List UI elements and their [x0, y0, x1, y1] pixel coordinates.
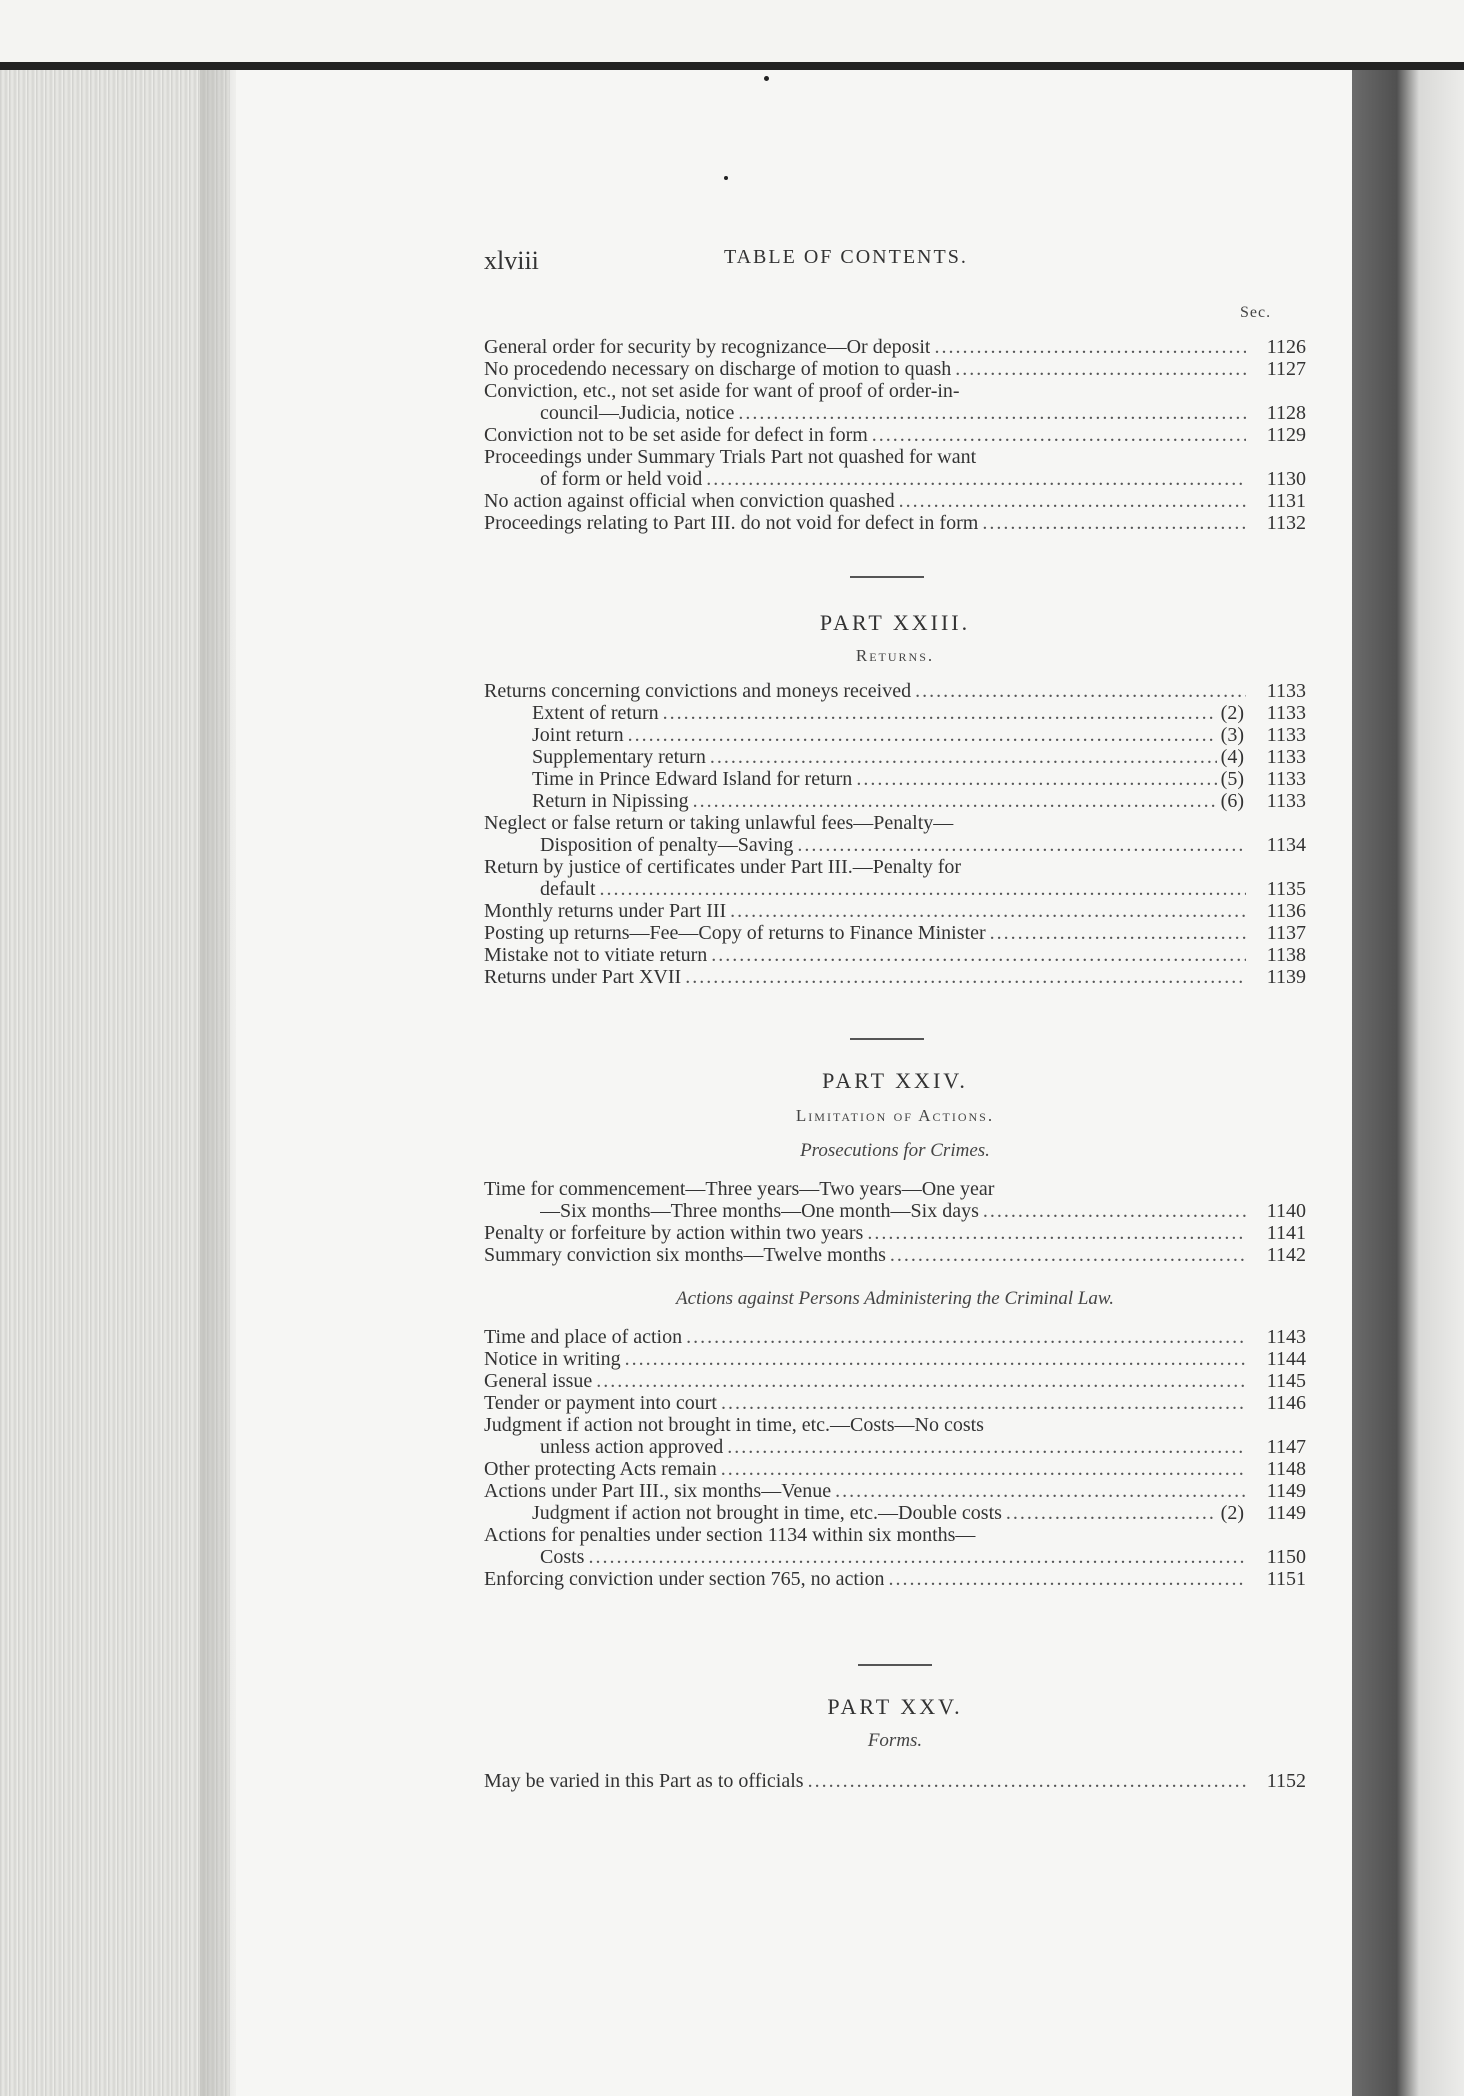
toc-entry: [484, 1370, 1306, 1392]
dot-leader: [686, 1326, 1246, 1348]
divider: [850, 1038, 924, 1040]
divider: [858, 1664, 932, 1666]
page-number: xlviii: [484, 246, 539, 275]
section-number: 1129: [1266, 424, 1306, 446]
section-number: 1142: [1266, 1244, 1306, 1266]
part-25-entries: [484, 1770, 1306, 1792]
scan-top-edge: [0, 62, 1464, 70]
toc-entry: [484, 1568, 1306, 1590]
dot-leader: [710, 746, 1217, 768]
dot-leader: [835, 1480, 1246, 1502]
section-number: 1148: [1266, 1458, 1306, 1480]
toc-entry-text: Time in Prince Edward Island for return: [532, 768, 853, 790]
dot-leader: [1006, 1502, 1217, 1524]
toc-entry: [484, 1244, 1306, 1266]
section-number: 1140: [1266, 1200, 1306, 1222]
toc-entry-text: No procedendo necessary on discharge of motion to quash: [484, 358, 952, 380]
section-number: 1134: [1266, 834, 1306, 856]
section-number: 1133: [1266, 680, 1306, 702]
book-gutter-shadow: [1352, 70, 1464, 2096]
dot-leader: [797, 834, 1246, 856]
toc-entry-text: General order for security by recognizance—Or deposit: [484, 336, 931, 358]
subsection-number: (4): [1220, 746, 1244, 768]
part-25-title: PART XXV.: [827, 1694, 963, 1719]
subsection-number: (3): [1220, 724, 1244, 746]
section-number: 1133: [1266, 790, 1306, 812]
toc-entry-text: Tender or payment into court: [484, 1392, 717, 1414]
part-24-section-2-title: Actions against Persons Administering the Criminal Law.: [676, 1288, 1114, 1309]
dot-leader: [628, 724, 1217, 746]
part-23-subtitle: Returns.: [855, 646, 935, 665]
dot-leader: [808, 1770, 1246, 1792]
toc-entry: [484, 1200, 1306, 1222]
toc-entry-text: of form or held void: [540, 468, 703, 490]
dot-leader: [600, 878, 1246, 900]
toc-entry-text: unless action approved: [540, 1436, 724, 1458]
toc-entry-text: Costs: [540, 1546, 585, 1568]
section-number: 1151: [1266, 1568, 1306, 1590]
section-number: 1133: [1266, 702, 1306, 724]
section-number: 1127: [1266, 358, 1306, 380]
toc-entry: [484, 1546, 1306, 1568]
toc-entry-text: Proceedings relating to Part III. do not void for defect in form: [484, 512, 979, 534]
toc-entry-text: council—Judicia, notice: [540, 402, 735, 424]
dot-leader: [588, 1546, 1246, 1568]
toc-entry: [484, 1326, 1306, 1348]
dot-leader: [693, 790, 1217, 812]
toc-entry: [484, 1770, 1306, 1792]
book-page-edges: [0, 70, 230, 2096]
toc-entry: [484, 1222, 1306, 1244]
toc-entry-text: Conviction, etc., not set aside for want of proof of order-in-: [484, 380, 960, 402]
dot-leader: [730, 900, 1246, 922]
section-number: 1130: [1266, 468, 1306, 490]
dot-leader: [934, 336, 1246, 358]
intro-entries: [484, 336, 1306, 534]
scan-top-margin: [0, 0, 1464, 70]
subsection-number: (2): [1220, 1502, 1244, 1524]
dot-leader: [872, 424, 1246, 446]
dot-leader: [856, 768, 1216, 790]
toc-entry-text: Actions for penalties under section 1134 within six months—: [484, 1524, 976, 1546]
section-number: 1137: [1266, 922, 1306, 944]
section-number: 1144: [1266, 1348, 1306, 1370]
toc-entry: [484, 922, 1306, 944]
toc-entry-text: Posting up returns—Fee—Copy of returns to Finance Minister: [484, 922, 986, 944]
toc-entry: [484, 1348, 1306, 1370]
dot-leader: [890, 1244, 1246, 1266]
toc-entry: [484, 834, 1306, 856]
dot-leader: [955, 358, 1246, 380]
toc-entry-text: General issue: [484, 1370, 593, 1392]
section-number: 1133: [1266, 768, 1306, 790]
dot-leader: [738, 402, 1246, 424]
toc-entry-text: Enforcing conviction under section 765, no action: [484, 1568, 885, 1590]
speck: [724, 176, 728, 180]
section-number: 1145: [1266, 1370, 1306, 1392]
toc-entry-text: —Six months—Three months—One month—Six days: [540, 1200, 979, 1222]
toc-entry: [484, 944, 1306, 966]
toc-entry: [484, 724, 1306, 746]
section-number: 1128: [1266, 402, 1306, 424]
section-number: 1149: [1266, 1502, 1306, 1524]
part-25-subtitle: Forms.: [867, 1730, 923, 1751]
toc-entry-text: default: [540, 878, 596, 900]
toc-entry-text: Judgment if action not brought in time, etc.—Costs—No costs: [484, 1414, 984, 1436]
section-number: 1139: [1266, 966, 1306, 988]
section-number: 1133: [1266, 724, 1306, 746]
section-number: 1132: [1266, 512, 1306, 534]
dot-leader: [663, 702, 1217, 724]
dot-leader: [982, 512, 1246, 534]
section-column-header: Sec.: [1240, 304, 1272, 321]
toc-entry: [484, 1502, 1306, 1524]
toc-entry-text: Returns concerning convictions and moneys received: [484, 680, 912, 702]
toc-entry: [484, 768, 1306, 790]
dot-leader: [685, 966, 1246, 988]
part-23-entries: [484, 680, 1306, 988]
dot-leader: [990, 922, 1246, 944]
toc-entry-text: Disposition of penalty—Saving: [540, 834, 794, 856]
toc-entry-text: No action against official when conviction quashed: [484, 490, 895, 512]
section-number: 1133: [1266, 746, 1306, 768]
section-number: 1149: [1266, 1480, 1306, 1502]
section-number: 1152: [1266, 1770, 1306, 1792]
section-number: 1136: [1266, 900, 1306, 922]
dot-leader: [711, 944, 1246, 966]
dot-leader: [596, 1370, 1246, 1392]
toc-entry-text: Return in Nipissing: [532, 790, 689, 812]
dot-leader: [721, 1392, 1246, 1414]
toc-entry: [484, 490, 1306, 512]
toc-entry-text: Time for commencement—Three years—Two years—One year: [484, 1178, 995, 1200]
toc-entry-text: Proceedings under Summary Trials Part not quashed for want: [484, 446, 977, 468]
section-number: 1131: [1266, 490, 1306, 512]
dot-leader: [915, 680, 1246, 702]
section-number: 1141: [1266, 1222, 1306, 1244]
speck: [764, 76, 769, 81]
toc-entry-text: Penalty or forfeiture by action within two years: [484, 1222, 864, 1244]
dot-leader: [899, 490, 1246, 512]
subsection-number: (5): [1220, 768, 1244, 790]
dot-leader: [727, 1436, 1246, 1458]
dot-leader: [983, 1200, 1246, 1222]
section-number: 1150: [1266, 1546, 1306, 1568]
toc-entry-text: Notice in writing: [484, 1348, 621, 1370]
toc-entry: [484, 512, 1306, 534]
part-24-title: PART XXIV.: [822, 1068, 968, 1093]
toc-entry-text: Neglect or false return or taking unlawful fees—Penalty—: [484, 812, 954, 834]
section-number: 1146: [1266, 1392, 1306, 1414]
toc-entry: [484, 468, 1306, 490]
running-title: TABLE OF CONTENTS.: [724, 246, 968, 268]
toc-entry: [484, 336, 1306, 358]
section-number: 1147: [1266, 1436, 1306, 1458]
dot-leader: [721, 1458, 1246, 1480]
divider: [850, 576, 924, 578]
toc-entry-text: May be varied in this Part as to officials: [484, 1770, 804, 1792]
toc-entry-text: Judgment if action not brought in time, etc.—Double costs: [532, 1502, 1002, 1524]
toc-entry-text: Actions under Part III., six months—Venue: [484, 1480, 832, 1502]
toc-entry: [484, 424, 1306, 446]
toc-entry: [484, 358, 1306, 380]
toc-entry: [484, 680, 1306, 702]
section-number: 1138: [1266, 944, 1306, 966]
toc-entry: [484, 1392, 1306, 1414]
dot-leader: [867, 1222, 1246, 1244]
section-number: 1135: [1266, 878, 1306, 900]
toc-entry: [484, 966, 1306, 988]
toc-entry-text: Return by justice of certificates under Part III.—Penalty for: [484, 856, 962, 878]
section-number: 1126: [1266, 336, 1306, 358]
part-24-section-1-entries: [484, 1178, 1306, 1266]
toc-entry-text: Time and place of action: [484, 1326, 683, 1348]
toc-entry-text: Summary conviction six months—Twelve months: [484, 1244, 886, 1266]
toc-entry: [484, 702, 1306, 724]
toc-entry: [484, 1436, 1306, 1458]
toc-entry-text: Monthly returns under Part III: [484, 900, 727, 922]
toc-entry: [484, 790, 1306, 812]
toc-entry-text: Other protecting Acts remain: [484, 1458, 717, 1480]
toc-entry: [484, 1480, 1306, 1502]
dot-leader: [706, 468, 1246, 490]
toc-entry: [484, 900, 1306, 922]
part-24-section-2-entries: [484, 1326, 1306, 1590]
toc-entry-text: Conviction not to be set aside for defect in form: [484, 424, 868, 446]
toc-entry-text: Joint return: [532, 724, 624, 746]
toc-entry-text: Mistake not to vitiate return: [484, 944, 708, 966]
dot-leader: [625, 1348, 1246, 1370]
part-24-subtitle: Limitation of Actions.: [795, 1106, 995, 1125]
toc-entry-text: Supplementary return: [532, 746, 706, 768]
toc-entry-text: Extent of return: [532, 702, 659, 724]
subsection-number: (2): [1220, 702, 1244, 724]
part-24-section-1-title: Prosecutions for Crimes.: [800, 1140, 990, 1161]
dot-leader: [888, 1568, 1246, 1590]
toc-entry: [484, 402, 1306, 424]
toc-entry-text: Returns under Part XVII: [484, 966, 682, 988]
section-number: 1143: [1266, 1326, 1306, 1348]
part-23-title: PART XXIII.: [819, 610, 971, 635]
book-edge-shadow: [200, 70, 240, 2096]
toc-entry: [484, 746, 1306, 768]
subsection-number: (6): [1220, 790, 1244, 812]
toc-entry: [484, 878, 1306, 900]
toc-entry: [484, 1458, 1306, 1480]
